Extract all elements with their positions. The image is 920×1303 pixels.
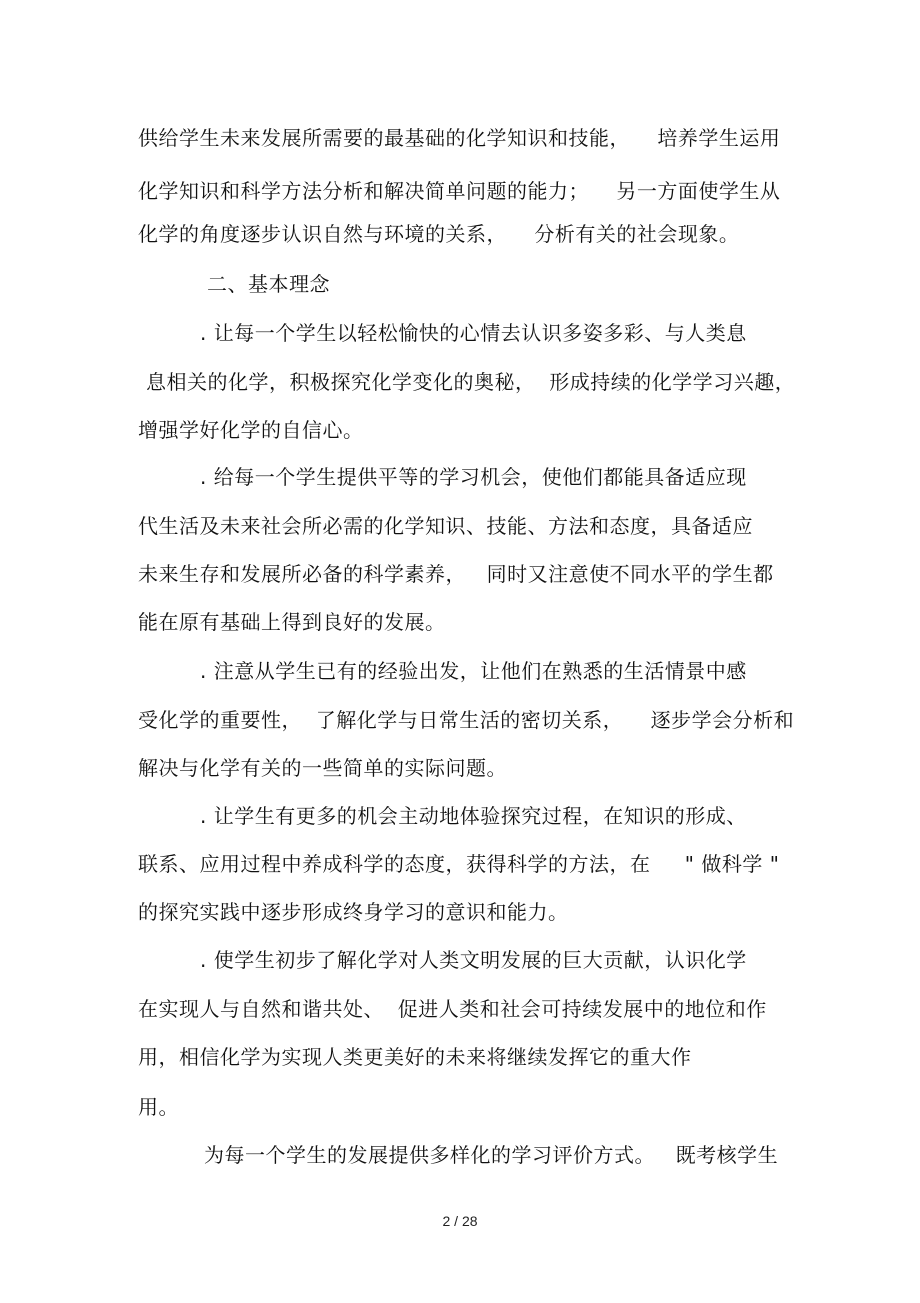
body-text-line: 解决与化学有关的一些简单的实际问题。 (138, 756, 507, 780)
body-text-line: 化学的角度逐步认识自然与环境的关系， 分析有关的社会现象。 (138, 222, 740, 246)
body-text-line: . 让每一个学生以轻松愉快的心情去认识多姿多彩、与人类息 (200, 321, 747, 345)
body-text-line: 用。 (138, 1095, 179, 1119)
body-text-line: 的探究实践中逐步形成终身学习的意识和能力。 (138, 900, 569, 924)
body-text-line: 用，相信化学为实现人类更美好的未来将继续发挥它的重大作 (138, 1045, 692, 1069)
body-text-line: . 注意从学生已有的经验出发，让他们在熟悉的生活情景中感 (200, 659, 747, 683)
page-number: 2 / 28 (442, 1213, 478, 1229)
body-text-line: 化学知识和科学方法分析和解决简单问题的能力； 另一方面使学生从 (138, 179, 781, 203)
body-text-line: 供给学生未来发展所需要的最基础的化学知识和技能， 培养学生运用 (138, 126, 781, 150)
body-text-line: 未来生存和发展所必备的科学素养， 同时又注意使不同水平的学生都 (138, 562, 774, 586)
body-text-line: . 给每一个学生提供平等的学习机会，使他们都能具备适应现 (200, 465, 747, 489)
body-text-line: 受化学的重要性， 了解化学与日常生活的密切关系， 逐步学会分析和 (138, 708, 795, 732)
body-text-line: 息相关的化学，积极探究化学变化的奥秘， 形成持续的化学学习兴趣， (146, 370, 796, 394)
body-text-line: 联系、应用过程中养成科学的态度，获得科学的方法，在 " 做科学 " (138, 852, 780, 876)
body-text-line: 代生活及未来社会所必需的化学知识、技能、方法和态度，具备适应 (138, 514, 753, 538)
body-text-line: . 让学生有更多的机会主动地体验探究过程，在知识的形成、 (200, 804, 747, 828)
body-text-line: . 使学生初步了解化学对人类文明发展的巨大贡献，认识化学 (200, 948, 747, 972)
body-text-line: 增强学好化学的自信心。 (138, 418, 364, 442)
body-text-line: 在实现人与自然和谐共处、 促进人类和社会可持续发展中的地位和作 (138, 997, 767, 1021)
body-text-line: 能在原有基础上得到良好的发展。 (138, 610, 446, 634)
body-text-line: 为每一个学生的发展提供多样化的学习评价方式。 既考核学生 (204, 1143, 779, 1167)
section-heading: 二、基本理念 (207, 272, 330, 296)
